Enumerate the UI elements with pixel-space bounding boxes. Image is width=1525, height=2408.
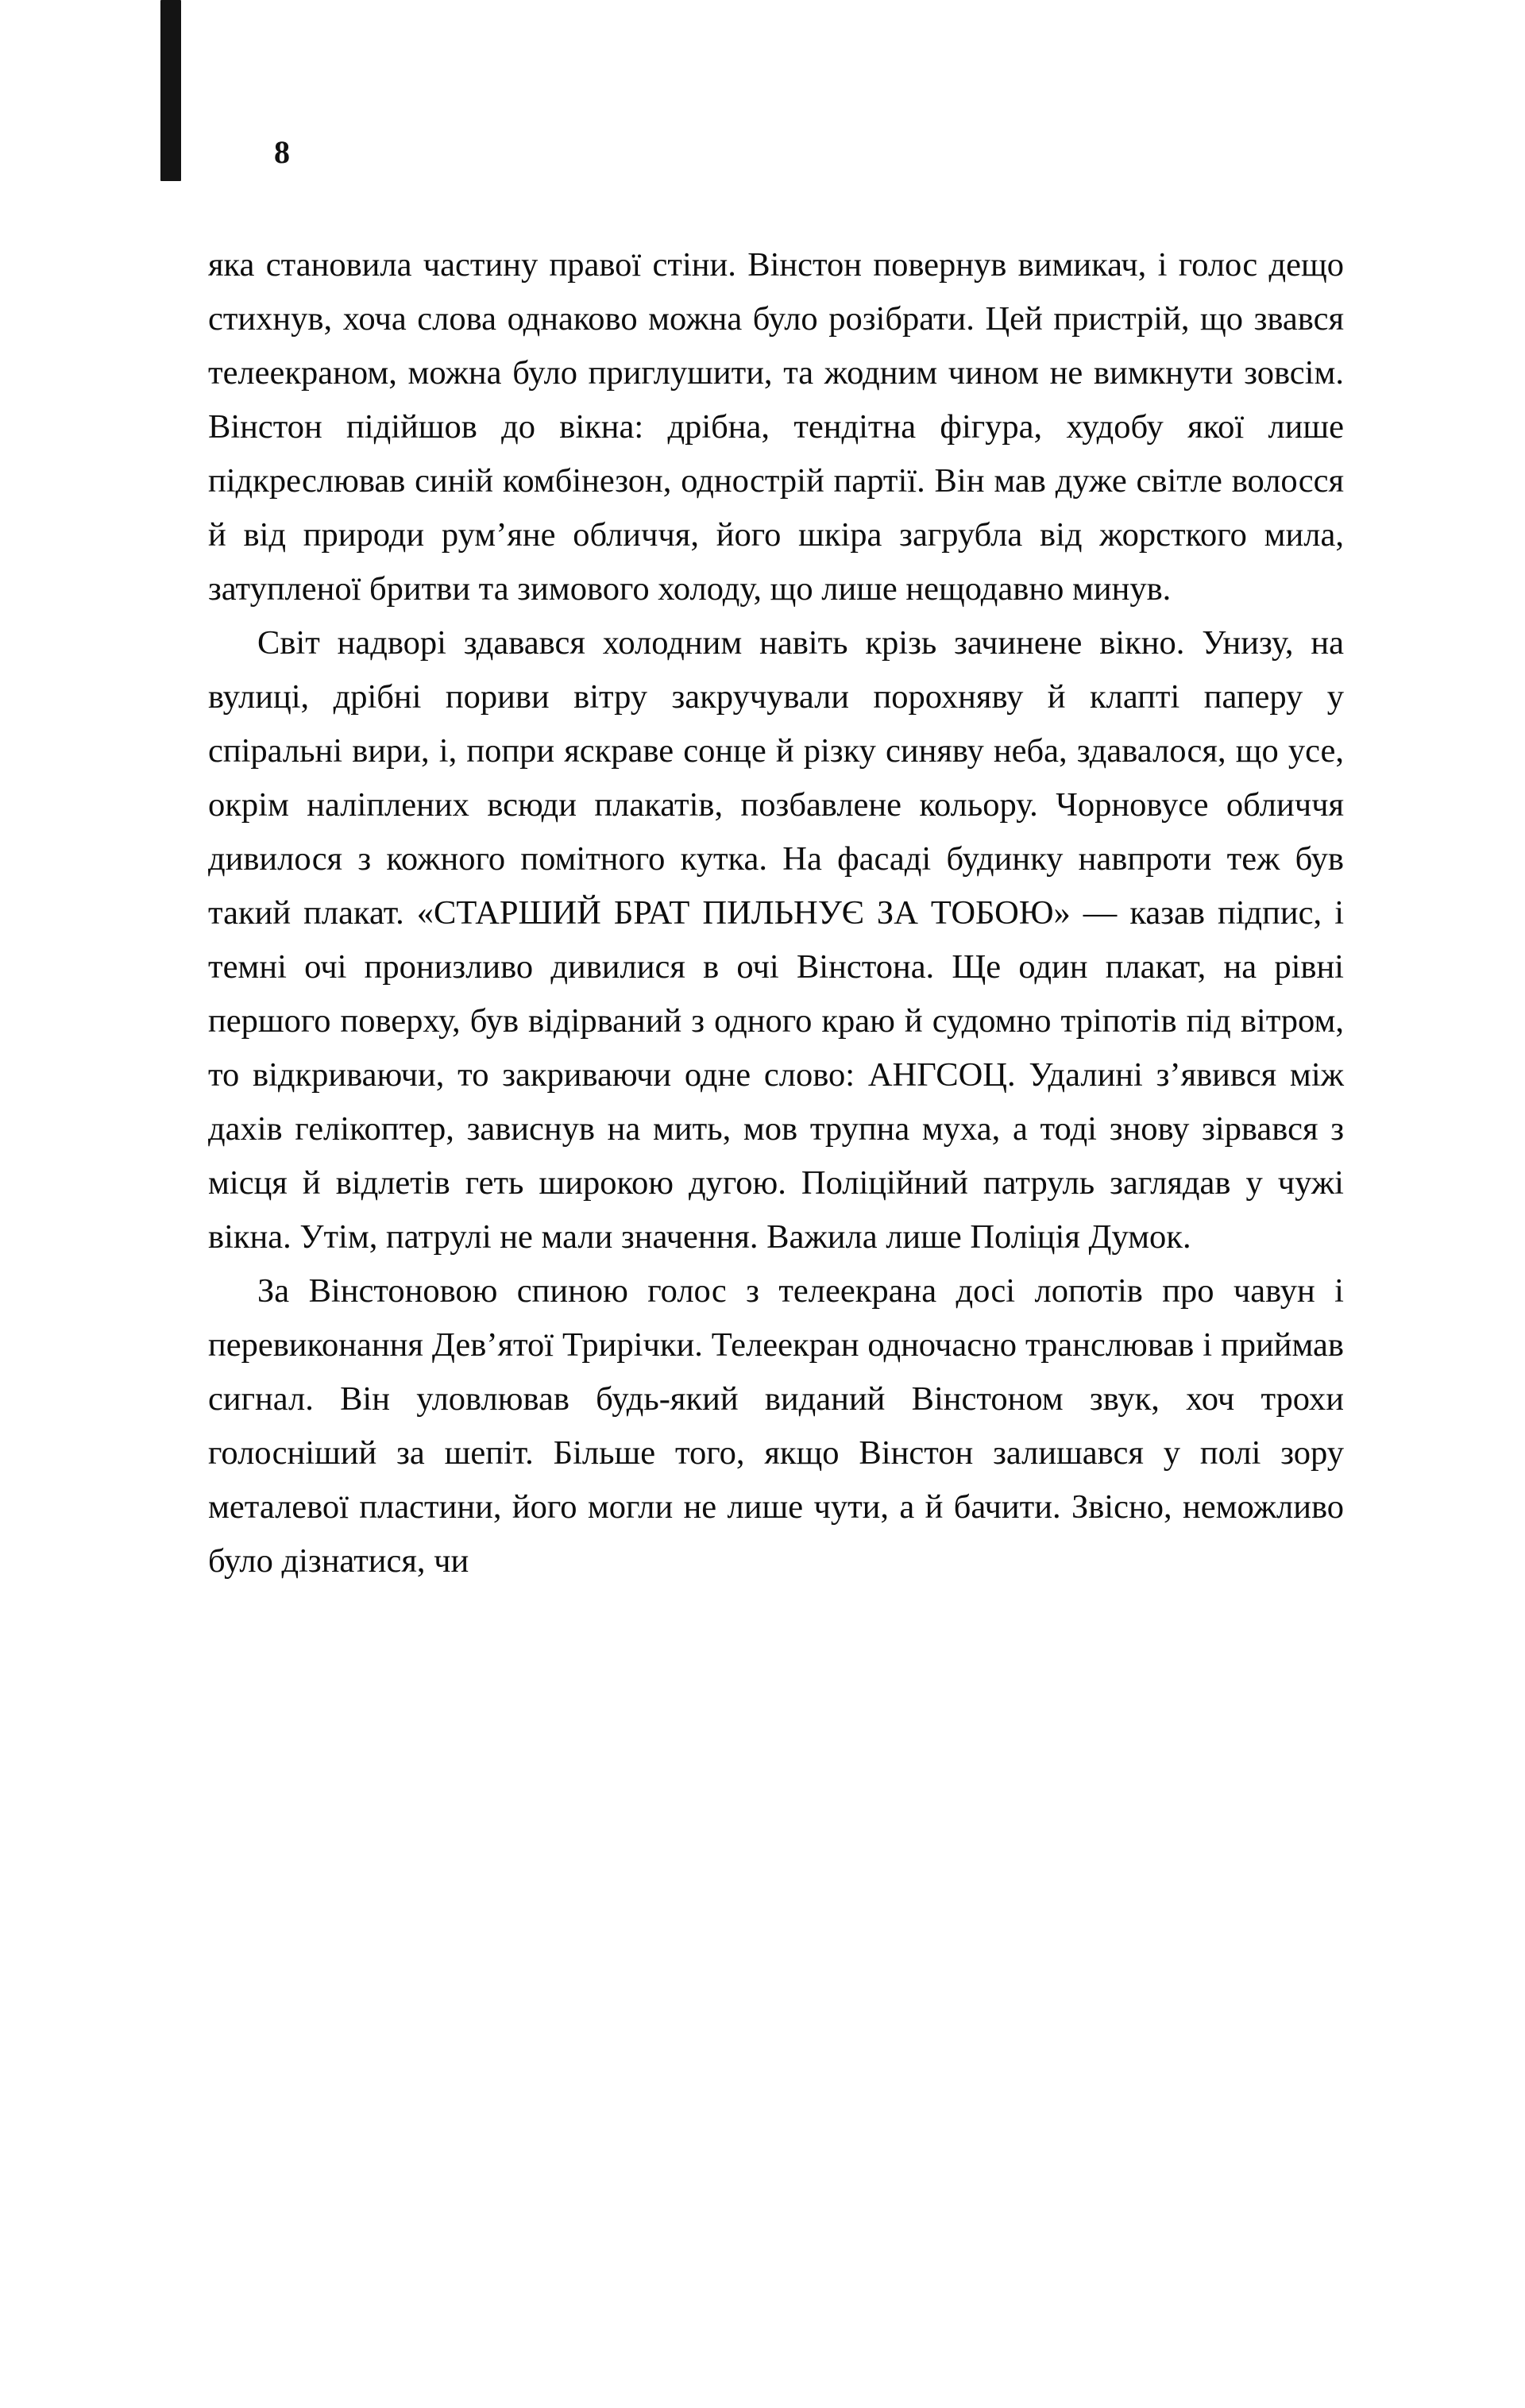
page-gutter-mark xyxy=(160,0,181,181)
paragraph: За Вінстоновою спиною голос з телеекрана досі лопотів про чавун і перевиконання Дев’ятої Трирічки. Телеекран одночасно транслював і приймав сигнал. Він уловлював будь-який виданий Вінстоном звук, хоч трохи голосніший за шепіт. Більше того, якщо Вінстон залишався у полі зору металевої пластини, його могли не лише чути, а й бачити. Звісно, неможливо було дізнатися, чи xyxy=(208,1272,1344,1580)
paragraph: Світ надворі здавався холодним навіть крізь зачинене вікно. Унизу, на вулиці, дрібні пориви вітру закручували порохняву й клапті паперу у спіральні вири, і, попри яскраве сонце й різку синяву неба, здавалося, що усе, окрім наліплених всюди плакатів, позбавлене кольору. Чорновусе обличчя дивилося з кожного помітного кутка. На фасаді будинку навпроти теж був такий плакат. «СТАРШИЙ БРАТ ПИЛЬНУЄ ЗА ТОБОЮ» — казав підпис, і темні очі пронизливо дивилися в очі Вінстона. Ще один плакат, на рівні першого поверху, був відірваний з одного краю й судомно тріпотів під вітром, то відкриваючи, то закриваючи одне слово: АНГСОЦ. Удалині з’явився між дахів гелікоптер, зависнув на мить, мов трупна муха, а тоді знову зірвався з місця й відлетів геть широкою дугою. Поліційний патруль заглядав у чужі вікна. Утім, патрулі не мали значення. Важила лише Поліція Думок. xyxy=(208,624,1344,1256)
page-number: 8 xyxy=(274,134,291,170)
paragraph: яка становила частину правої стіни. Вінстон повернув вимикач, і голос дещо стихнув, хоча слова однаково можна було розібрати. Цей пристрій, що звався телеекраном, можна було приглушити, та жодним чином не вимкнути зовсім. Вінстон підійшов до вікна: дрібна, тендітна фігура, худобу якої лише підкреслював синій комбінезон, однострій партії. Він мав дуже світле волосся й від природи рум’яне обличчя, його шкіра загрубла від жорсткого мила, затупленої бритви та зимового холоду, що лише нещодавно минув. xyxy=(208,246,1344,608)
page-body xyxy=(208,238,1344,1588)
